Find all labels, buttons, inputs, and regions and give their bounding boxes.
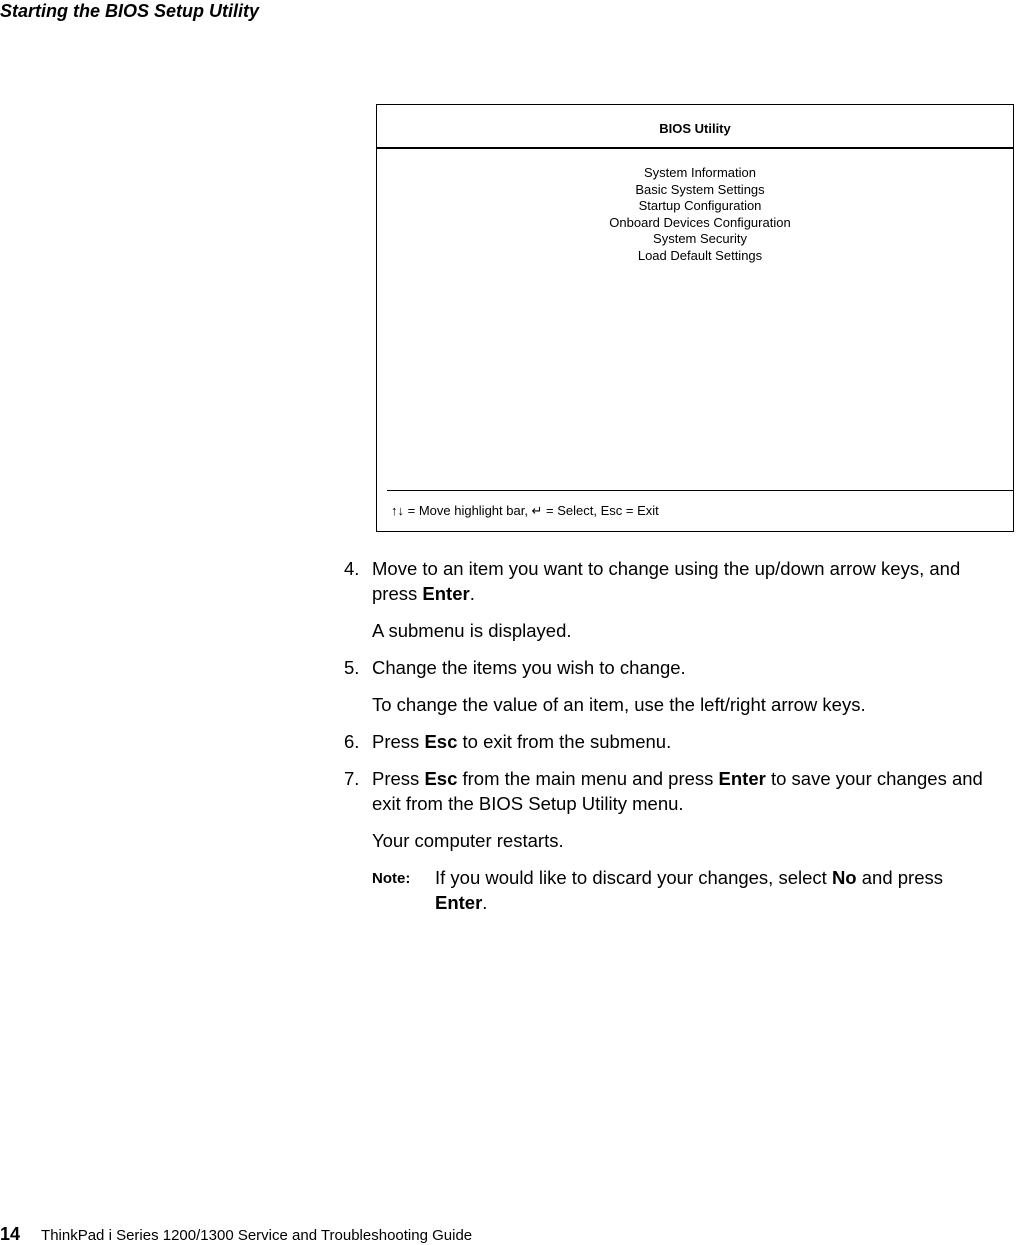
step-text: . — [469, 583, 475, 604]
instructions — [344, 556, 984, 915]
key-enter: Enter — [422, 583, 470, 604]
menu-item-onboard-devices-configuration[interactable]: Onboard Devices Configuration — [609, 214, 791, 230]
step-4-result: A submenu is displayed. — [372, 620, 572, 641]
step-number: 4. — [344, 558, 360, 579]
running-head: Starting the BIOS Setup Utility — [0, 1, 260, 21]
note — [344, 865, 984, 915]
key-enter: Enter — [718, 768, 766, 789]
step-7-result: Your computer restarts. — [372, 830, 564, 851]
option-no: No — [831, 867, 857, 888]
step-text: to save your changes and exit from the BIOS Setup Utility menu. — [372, 768, 983, 814]
step-text: Change the items you wish to change. — [372, 657, 686, 678]
step-text: Press — [372, 731, 425, 752]
step-number: 5. — [344, 657, 360, 678]
bios-menu — [387, 149, 1013, 491]
note-text: and press — [856, 867, 943, 888]
page-number: 14 — [0, 1224, 21, 1244]
menu-item-basic-system-settings[interactable]: Basic System Settings — [635, 181, 765, 197]
book-title: ThinkPad i Series 1200/1300 Service and Troubleshooting Guide — [41, 1227, 473, 1244]
menu-item-system-security[interactable]: System Security — [653, 231, 747, 246]
step-5 — [344, 655, 984, 680]
step-5-detail: To change the value of an item, use the left/right arrow keys. — [372, 694, 866, 715]
note-text: . — [482, 892, 488, 913]
page-footer — [0, 1224, 472, 1245]
step-number: 7. — [344, 768, 360, 789]
note-label: Note: — [372, 870, 411, 887]
bios-title: BIOS Utility — [377, 105, 1013, 149]
menu-item-system-information[interactable]: System Information — [644, 165, 756, 180]
bios-key-legend: ↑↓ = Move highlight bar, ↵ = Select, Esc = Exit — [391, 503, 659, 518]
menu-item-load-default-settings[interactable]: Load Default Settings — [637, 247, 763, 263]
step-4 — [344, 556, 984, 606]
step-text: from the main menu and press — [457, 768, 719, 789]
key-esc: Esc — [424, 731, 458, 752]
key-esc: Esc — [424, 768, 458, 789]
step-7 — [344, 766, 984, 816]
step-text: Move to an item you want to change using the up/down arrow keys, and press — [372, 558, 961, 604]
bios-utility-screen — [376, 104, 1014, 532]
step-number: 6. — [344, 731, 360, 752]
step-text: to exit from the submenu. — [457, 731, 672, 752]
step-text: Press — [372, 768, 425, 789]
note-text: If you would like to discard your changes, select — [435, 867, 832, 888]
step-6 — [344, 729, 984, 754]
key-enter: Enter — [435, 892, 483, 913]
menu-item-startup-configuration[interactable]: Startup Configuration — [638, 198, 762, 213]
